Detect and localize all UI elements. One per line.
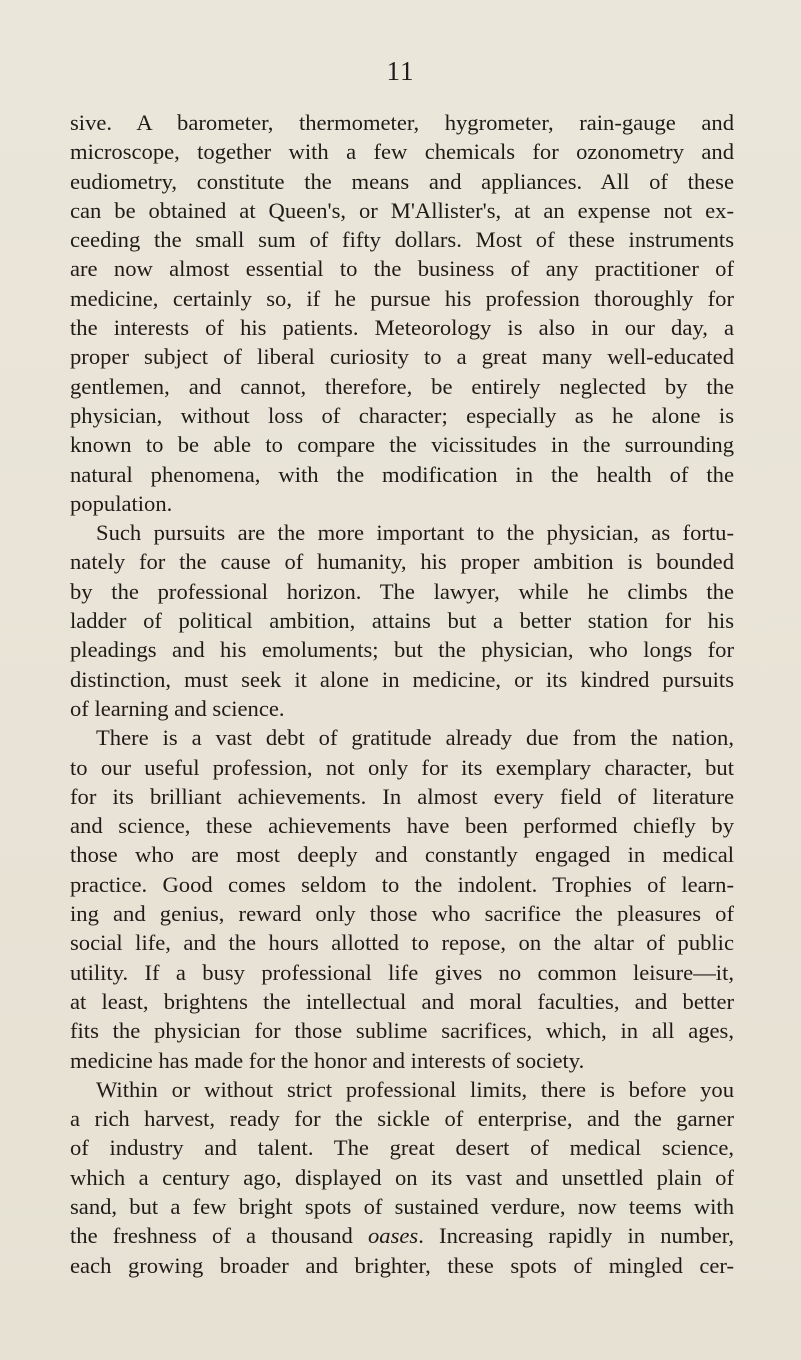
text-line: those who are most deeply and constantly engaged in medical — [70, 842, 734, 868]
text-line: to our useful profession, not only for its exemplary character, but — [70, 754, 734, 780]
text-line: medicine, certainly so, if he pursue his profession thoroughly for — [70, 285, 734, 311]
text-line: microscope, together with a few chemicals for ozonometry and — [70, 139, 734, 165]
text-line: sive. A barometer, thermometer, hygrometer, rain-gauge and — [70, 110, 734, 135]
text-line: a rich harvest, ready for the sickle of enterprise, and the garner — [70, 1106, 734, 1132]
page-number: 11 — [386, 56, 415, 86]
text-line: social life, and the hours allotted to repose, on the altar of public — [70, 930, 734, 956]
text-line: by the professional horizon. The lawyer, while he climbs the — [70, 578, 734, 604]
text-line: proper subject of liberal curiosity to a great many well-educated — [70, 344, 734, 370]
text-line: eudiometry, constitute the means and appliances. All of these — [70, 168, 734, 194]
text-line: distinction, must seek it alone in medicine, or its kindred pursuits — [70, 666, 734, 692]
text-line: population. — [70, 490, 173, 516]
text-line: physician, without loss of character; especially as he alone is — [70, 402, 734, 428]
text-line: Such pursuits are the more important to the physician, as fortu- — [96, 520, 734, 546]
text-line: fits the physician for those sublime sacrifices, which, in all ages, — [70, 1018, 734, 1044]
text-line: ladder of political ambition, attains but a better station for his — [70, 608, 734, 634]
text-line: sand, but a few bright spots of sustained verdure, now teems with — [70, 1193, 734, 1219]
text-line: the freshness of a thousand oases. Increasing rapidly in number, — [70, 1223, 734, 1249]
text-line: ceeding the small sum of fifty dollars. Most of these instruments — [70, 227, 734, 253]
text-line: pleadings and his emoluments; but the physician, who longs for — [70, 637, 734, 663]
text-line: of industry and talent. The great desert of medical science, — [70, 1135, 734, 1161]
body-text — [70, 108, 734, 1280]
text-line: which a century ago, displayed on its vast and unsettled plain of — [70, 1164, 734, 1190]
text-line: practice. Good comes seldom to the indolent. Trophies of learn- — [70, 871, 734, 897]
text-line: each growing broader and brighter, these spots of mingled cer- — [70, 1252, 734, 1278]
text-line: can be obtained at Queen's, or M'Allister's, at an expense not ex- — [70, 197, 734, 223]
text-line: There is a vast debt of gratitude already due from the nation, — [96, 725, 734, 751]
emphasis-oases: oases — [368, 1223, 419, 1249]
text-line: of learning and science. — [70, 695, 285, 721]
text-line: utility. If a busy professional life gives no common leisure—it, — [70, 959, 734, 985]
text-line: the interests of his patients. Meteorology is also in our day, a — [70, 315, 734, 341]
text-line: medicine has made for the honor and interests of society. — [70, 1047, 585, 1073]
text-line: for its brilliant achievements. In almost every field of literature — [70, 783, 734, 809]
text-line: are now almost essential to the business of any practitioner of — [70, 256, 734, 282]
text-line: at least, brightens the intellectual and moral faculties, and better — [70, 988, 734, 1014]
text-line: gentlemen, and cannot, therefore, be entirely neglected by the — [70, 373, 734, 399]
text-line: Within or without strict professional limits, there is before you — [96, 1076, 734, 1102]
text-line: known to be able to compare the vicissitudes in the surrounding — [70, 432, 734, 458]
text-line: natural phenomena, with the modification in the health of the — [70, 461, 734, 487]
text-line: nately for the cause of humanity, his proper ambition is bounded — [70, 549, 734, 575]
text-line: ing and genius, reward only those who sacrifice the pleasures of — [70, 901, 734, 927]
text-line: and science, these achievements have been performed chiefly by — [70, 813, 734, 839]
